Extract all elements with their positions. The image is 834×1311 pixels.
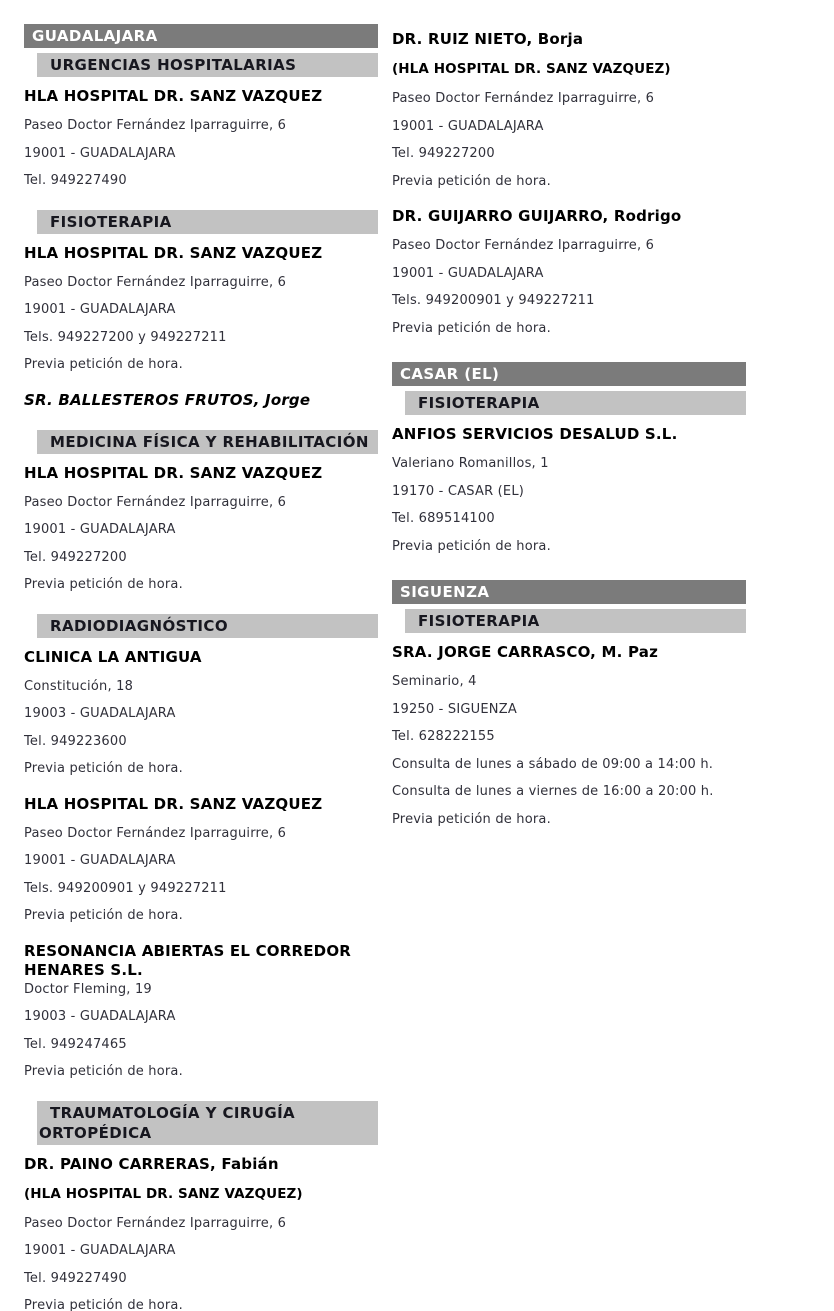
column-right: [392, 24, 746, 828]
provider-detail-line: Tel. 949227200: [392, 146, 495, 161]
provider-entry: [24, 648, 378, 778]
provider-detail-line: Tels. 949200901 y 949227211: [392, 293, 595, 308]
provider-name: SR. BALLESTEROS FRUTOS, Jorge: [24, 390, 311, 409]
provider-subname: (HLA HOSPITAL DR. SANZ VAZQUEZ): [392, 61, 671, 77]
provider-detail-line: Previa petición de hora.: [24, 577, 183, 592]
provider-entry: [24, 464, 378, 594]
provider-name: HLA HOSPITAL DR. SANZ VAZQUEZ: [24, 243, 323, 262]
provider-name: RESONANCIA ABIERTAS EL CORREDOR HENARES S.L.: [24, 941, 352, 979]
provider-name: HLA HOSPITAL DR. SANZ VAZQUEZ: [24, 794, 323, 813]
provider-detail-line: 19001 - GUADALAJARA: [392, 118, 544, 134]
provider-detail-line: Previa petición de hora.: [24, 908, 183, 923]
specialty-header: MEDICINA FÍSICA Y REHABILITACIÓN: [37, 430, 378, 454]
provider-detail-line: 19001 - GUADALAJARA: [24, 853, 176, 868]
provider-entry: [24, 942, 378, 1081]
town-header: SIGUENZA: [392, 580, 746, 604]
provider-detail-line: Previa petición de hora.: [24, 1298, 183, 1311]
provider-detail-line: Paseo Doctor Fernández Iparraguirre, 6: [24, 118, 287, 133]
provider-detail-line: Previa petición de hora.: [24, 761, 183, 776]
provider-name: HLA HOSPITAL DR. SANZ VAZQUEZ: [24, 87, 323, 105]
specialty-header: FISIOTERAPIA: [37, 210, 378, 234]
provider-detail-line: Paseo Doctor Fernández Iparraguirre, 6: [24, 825, 287, 841]
specialty-header: TRAUMATOLOGÍA Y CIRUGÍA ORTOPÉDICA: [37, 1101, 378, 1145]
provider-detail-line: Tel. 949227200: [24, 549, 127, 565]
provider-subname: (HLA HOSPITAL DR. SANZ VAZQUEZ): [24, 1185, 303, 1202]
provider-detail-line: Tel. 949223600: [24, 733, 127, 749]
provider-detail-line: Paseo Doctor Fernández Iparraguirre, 6: [392, 91, 655, 106]
provider-entry: [392, 207, 746, 337]
provider-detail-line: Previa petición de hora.: [392, 173, 551, 189]
provider-detail-line: Paseo Doctor Fernández Iparraguirre, 6: [24, 1215, 287, 1231]
provider-detail-line: Paseo Doctor Fernández Iparraguirre, 6: [24, 274, 287, 290]
provider-entry: [24, 391, 378, 410]
provider-detail-line: 19170 - CASAR (EL): [392, 483, 525, 499]
provider-name: ANFIOS SERVICIOS DESALUD S.L.: [392, 425, 678, 443]
town-header: GUADALAJARA: [24, 24, 378, 48]
provider-detail-line: 19001 - GUADALAJARA: [24, 522, 176, 537]
provider-name: CLINICA LA ANTIGUA: [24, 647, 202, 666]
provider-name: HLA HOSPITAL DR. SANZ VAZQUEZ: [24, 463, 323, 482]
provider-entry: [24, 87, 378, 190]
provider-entry: [24, 244, 378, 374]
provider-detail-line: Paseo Doctor Fernández Iparraguirre, 6: [24, 494, 287, 510]
provider-detail-line: Consulta de lunes a viernes de 16:00 a 20:00 h.: [392, 784, 714, 799]
provider-detail-line: Valeriano Romanillos, 1: [392, 456, 549, 471]
provider-detail-line: 19001 - GUADALAJARA: [24, 302, 176, 317]
provider-name: DR. PAINO CARRERAS, Fabián: [24, 1154, 279, 1173]
provider-detail-line: 19001 - GUADALAJARA: [392, 265, 544, 281]
provider-detail-line: Previa petición de hora.: [24, 1064, 183, 1079]
provider-detail-line: Tel. 949227490: [24, 173, 127, 188]
provider-detail-line: Previa petición de hora.: [392, 811, 551, 827]
specialty-header: FISIOTERAPIA: [405, 391, 746, 415]
provider-detail-line: Tel. 689514100: [392, 511, 495, 526]
provider-entry: [24, 1155, 378, 1311]
provider-entry: [24, 795, 378, 925]
provider-detail-line: Previa petición de hora.: [392, 320, 551, 336]
provider-detail-line: Tel. 628222155: [392, 729, 495, 744]
provider-detail-line: 19001 - GUADALAJARA: [24, 1243, 176, 1258]
provider-entry: [392, 643, 746, 828]
provider-detail-line: 19003 - GUADALAJARA: [24, 706, 176, 721]
provider-detail-line: Tel. 949227490: [24, 1270, 127, 1286]
column-left: [24, 24, 378, 1311]
specialty-header: FISIOTERAPIA: [405, 609, 746, 633]
provider-detail-line: Previa petición de hora.: [392, 538, 551, 554]
provider-detail-line: 19001 - GUADALAJARA: [24, 145, 176, 161]
provider-detail-line: Tels. 949200901 y 949227211: [24, 880, 227, 896]
provider-detail-line: Consulta de lunes a sábado de 09:00 a 14:00 h.: [392, 756, 714, 772]
provider-name: DR. GUIJARRO GUIJARRO, Rodrigo: [392, 207, 682, 225]
provider-detail-line: 19003 - GUADALAJARA: [24, 1009, 176, 1024]
provider-detail-line: Constitución, 18: [24, 678, 134, 694]
specialty-header: URGENCIAS HOSPITALARIAS: [37, 53, 378, 77]
town-header: CASAR (EL): [392, 362, 746, 386]
provider-detail-line: 19250 - SIGUENZA: [392, 701, 517, 717]
provider-detail-line: Paseo Doctor Fernández Iparraguirre, 6: [392, 238, 655, 253]
provider-detail-line: Seminario, 4: [392, 674, 477, 689]
provider-detail-line: Tels. 949227200 y 949227211: [24, 329, 227, 345]
provider-detail-line: Doctor Fleming, 19: [24, 981, 152, 997]
provider-detail-line: Previa petición de hora.: [24, 357, 183, 372]
specialty-header: RADIODIAGNÓSTICO: [37, 614, 378, 638]
provider-entry: [392, 425, 746, 555]
provider-name: SRA. JORGE CARRASCO, M. Paz: [392, 643, 658, 661]
provider-name: DR. RUIZ NIETO, Borja: [392, 30, 584, 48]
provider-entry: [392, 30, 746, 190]
provider-detail-line: Tel. 949247465: [24, 1036, 127, 1052]
